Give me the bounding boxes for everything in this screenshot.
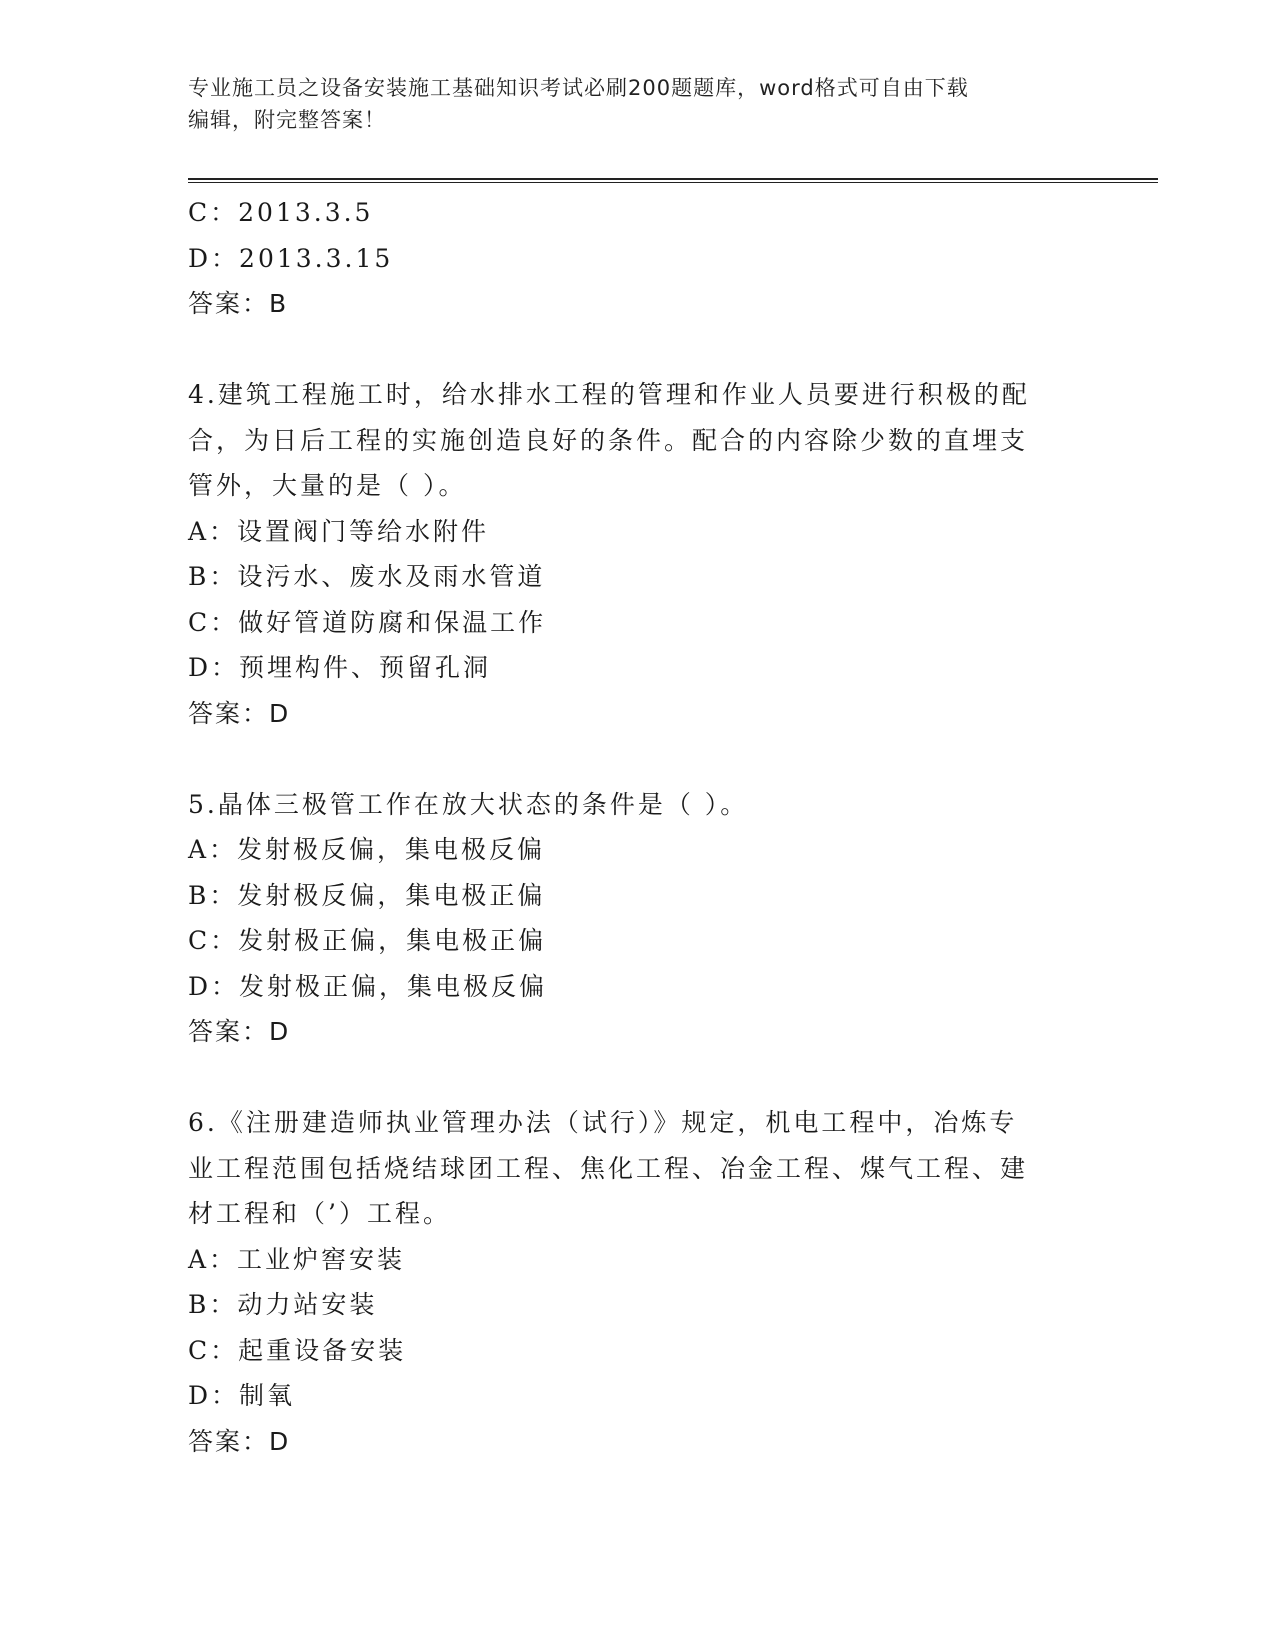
answer-line: 答案：B [188,289,289,318]
option-a: A：工业炉窖安装 [188,1244,406,1274]
option-c: C：起重设备安装 [188,1335,407,1365]
option-d: D：预埋构件、预留孔洞 [188,653,492,682]
option-d: D：2013.3.15 [188,243,394,273]
previous-question-tail [188,190,1088,327]
option-c: C：2013.3.5 [188,198,374,227]
question-text-line: 合，为日后工程的实施创造良好的条件。配合的内容除少数的直埋支 [188,425,1029,455]
answer-line: 答案：D [188,1426,291,1456]
option-b: B：发射极反偏，集电极正偏 [188,880,546,910]
question-5 [188,782,1088,1055]
option-a: A：发射极反偏，集电极反偏 [188,835,546,864]
header-line-1: 专业施工员之设备安装施工基础知识考试必刷200题题库，word格式可自由下载 [188,76,969,100]
question-text-line: 材工程和（’）工程。 [188,1199,451,1228]
question-text-line: 4.建筑工程施工时，给水排水工程的管理和作业人员要进行积极的配 [188,380,1030,409]
option-a: A：设置阀门等给水附件 [188,516,490,546]
document-body [188,190,1088,1464]
question-6 [188,1100,1088,1464]
header-line-2: 编辑，附完整答案！ [188,108,386,132]
option-c: C：做好管道防腐和保温工作 [188,607,547,637]
answer-line: 答案：D [188,1017,291,1046]
page-header [188,72,1068,136]
question-4 [188,372,1088,736]
question-text-line: 6.《注册建造师执业管理办法（试行）》规定，机电工程中，冶炼专 [188,1108,1018,1137]
option-b: B：设污水、废水及雨水管道 [188,562,546,591]
question-text-line: 管外，大量的是（ ）。 [188,471,467,500]
header-divider [188,178,1158,183]
answer-line: 答案：D [188,698,291,728]
option-d: D：制氧 [188,1381,296,1410]
option-c: C：发射极正偏，集电极正偏 [188,926,547,955]
option-d: D：发射极正偏，集电极反偏 [188,971,548,1001]
question-text-line: 5.晶体三极管工作在放大状态的条件是（ ）。 [188,789,749,819]
spacer [188,327,1088,373]
spacer [188,1055,1088,1101]
question-text-line: 业工程范围包括烧结球团工程、焦化工程、冶金工程、煤气工程、建 [188,1153,1029,1183]
option-b: B：动力站安装 [188,1290,378,1319]
spacer [188,736,1088,782]
